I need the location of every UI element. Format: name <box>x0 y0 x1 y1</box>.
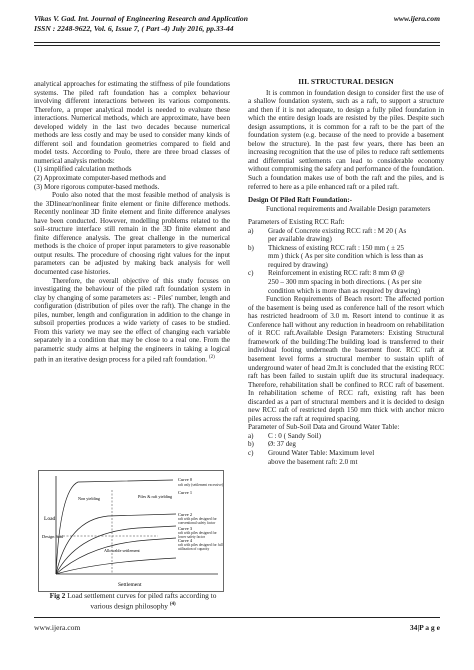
soil-item-b <box>248 440 444 449</box>
curve-1-line <box>56 558 176 574</box>
existing-item-b <box>248 244 444 270</box>
objective-ref: (2) <box>208 354 215 360</box>
journal-name: Vikas V. Gad. Int. Journal of Engineering Research and Application <box>34 14 248 23</box>
footer-website[interactable]: www.ijera.com <box>34 623 81 632</box>
header-rule-thick <box>34 42 440 43</box>
item-continued: above the basement raft: 2.0 mt <box>268 457 358 466</box>
issn-line: ISSN : 2248-9622, Vol. 6, Issue 7, ( Part -4) July 2016, pp.33-44 <box>34 24 234 33</box>
item-key: b) <box>248 440 254 449</box>
item-key: a) <box>248 226 254 235</box>
curve-3-note: raft with piles designed for lower safety factor <box>178 531 217 539</box>
curve-2-label: Curve 2 <box>178 512 193 517</box>
objective-text: Therefore, the overall objective of this study focuses on investigating the behaviour of the piled raft foundation system in clay by changing of some parameters as: - Piles' number, length and configuration (distribution of piles over the raft). The change in the piles, number, length and configuration in addition to the change in subsoil properties produces a wide variety of cases to be studied. From this variety we may see the effect of changing each variable separately in a condition that may be close to a real one. From the parametric study aims at helping the engineers in taking a logical path in an iterative design process for a piled raft foundation. <box>34 276 230 363</box>
x-axis-label: Settlement <box>118 582 142 588</box>
item-text: C : 0 ( Sandy Soil) <box>268 431 322 440</box>
allowable-label: Allowable settlement <box>104 548 140 553</box>
item-continued: 250 – 300 mm spacing in both directions. ( As per site condition which is more than as required by drawing) <box>268 278 422 295</box>
left-column <box>34 80 230 363</box>
header-rule-thin <box>34 45 440 46</box>
load-settlement-figure <box>38 470 224 592</box>
paragraph-objective <box>34 277 230 364</box>
item-continued: mm ) thick ( As per site condition which is less than as required by drawing) <box>268 252 424 269</box>
section-title: III. STRUCTURAL DESIGN <box>298 77 394 86</box>
paragraph-function-requirements: Function Requirements of Beach resort: The affected portion of the basement is being used as conference hall of the resort which has restricted headroom of 3.0 m. Resort intend to continue it as Conference hall without any reduction in headroom on rehabilitation of it RCC raft.Available Design Parameters: Existing Structural framework of the building:The building load is transferred to their individual footing underneath the basement floor. RCC raft at basement level forms a structural member to sustain uplift of underground water of head 2m.It is concluded that the existing RCC raft has been failed to sustain uplift due its structural inadequacy. Therefore, rehabilitation shall be confined to RCC raft of basement. In rehabilitation scheme of RCC raft, existing raft has been discarded as a part of structural members and it is decided to design new RCC raft of restricted depth 150 mm thick with anchor micro piles across the raft at required spacing. <box>248 295 444 423</box>
header-website[interactable]: www.ijera.com <box>393 14 440 23</box>
methods-item-1: (1) simplified calculation methods <box>34 165 132 174</box>
caption-ref: (4) <box>169 601 176 607</box>
curve-4-label: Curve 4 <box>178 538 193 543</box>
piles-yielding-label: Piles & raft yielding <box>138 494 173 499</box>
design-load-label: Design load <box>42 534 64 539</box>
item-key: c) <box>248 448 254 457</box>
paragraph-structural: It is common in foundation design to consider first the use of a shallow foundation system, such as a raft, to support a structure and then if it is not adequate, to design a fully piled foundation in which the entire design loads are resisted by the piles. Despite such design assumptions, it is common for a raft to be the part of the foundation system (e.g. because of the need to provide a basement below the structure). In the past few years, there has been an increasing recognition that the use of piles to reduce raft settlements and differential settlements can lead to considerable economy without compromising the safety and performance of the foundation. Such a foundation makes use of both the raft and the piles, and is referred to here as a pile enhanced raft or a piled raft. <box>248 88 444 191</box>
curve-1-label: Curve 1 <box>178 490 193 495</box>
subsoil-title: Parameter of Sub-Soil Data and Ground Water Table: <box>248 423 400 432</box>
soil-item-a <box>248 432 444 441</box>
existing-item-a <box>248 227 444 244</box>
curve-3-label: Curve 3 <box>178 526 193 531</box>
item-text: Ø: 37 deg <box>268 440 296 449</box>
item-text: Grade of Concrete existing RCC raft : M 20 ( As <box>268 226 407 235</box>
curve-2-line <box>56 514 176 574</box>
y-axis-label: Load <box>44 516 56 522</box>
paragraph-functional: Functional requirements and Available Design parameters <box>266 204 431 213</box>
curve-4-line <box>56 538 176 574</box>
existing-item-c <box>248 269 444 295</box>
running-header <box>34 14 440 33</box>
page-number: 34|P a g e <box>409 623 440 632</box>
item-key: b) <box>248 243 254 252</box>
item-key: c) <box>248 269 254 278</box>
curve-0-label: Curve 0 <box>178 477 193 482</box>
caption-text: Load settlement curves for piled rafts according to various design philosophy <box>67 591 217 611</box>
curve-2-note: raft with piles designed for conventional safety factor <box>178 517 217 525</box>
curve-4-note: raft with piles designed for full utilization of capacity <box>178 543 223 551</box>
item-key: a) <box>248 431 254 440</box>
existing-raft-title: Parameters of Existing RCC Raft: <box>248 218 345 227</box>
raft-only-note: raft only (settlement excessive) <box>178 483 223 487</box>
non-yielding-label: Non yielding <box>78 496 100 501</box>
right-column <box>248 77 444 466</box>
page-footer <box>34 623 440 632</box>
footer-rule <box>34 617 440 618</box>
soil-item-c <box>248 449 444 466</box>
item-continued: per available drawing) <box>268 235 332 244</box>
item-text: Ground Water Table: Maximum level <box>268 448 375 457</box>
methods-item-3: (3) More rigorous computer-based methods. <box>34 182 160 191</box>
design-heading: Design Of Piled Raft Foundation:- <box>248 196 353 205</box>
methods-item-2: (2) Approximate computer-based methods and <box>34 174 166 183</box>
item-text: Reinforcement in existing RCC raft: 8 mm Ø @ <box>268 269 405 278</box>
paragraph-analytical: analytical approaches for estimating the stiffness of pile foundations systems. The piled raft foundation has a complex behaviour involving different interactions between its various components. Therefore, a proper analytical model is needed to evaluate these interactions. Numerical methods, which are approximate, have been developed widely in the last two decades because numerical methods are less costly and may be used to consider many kinds of different soil and foundation geometries compared to field and model tests. According to Poulo, there are three broad classes of numerical analysis methods: <box>34 80 230 165</box>
paragraph-poulo: Poulo also noted that the most feasible method of analysis is the 3Dlinear/nonlinear finite element or finite difference methods. Recently nonlinear 3D finite element and finite difference analyses have been conducted. However, modelling problems related to the soil–structure interface still remain in the 3D finite element and finite difference analysis. The great challenge in the numerical methods is the choice of proper input parameters to give reasonable output results. The procedure of choosing right values for the input parameters can be adjusted by making back analysis for well documented case histories. <box>34 191 230 277</box>
figure-caption <box>40 592 226 611</box>
item-text: Thickness of existing RCC raft : 150 mm ( ± 25 <box>268 243 404 252</box>
caption-label: Fig 2 <box>49 591 66 600</box>
